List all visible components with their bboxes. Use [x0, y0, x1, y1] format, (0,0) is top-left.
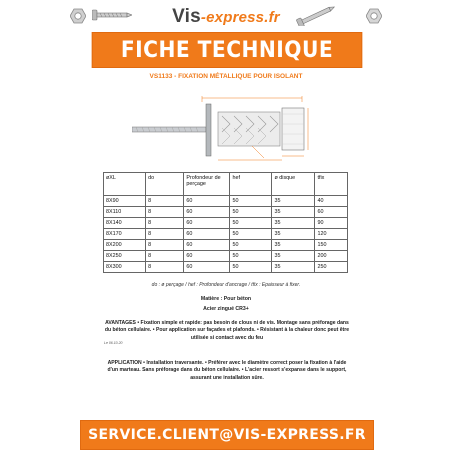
table-cell: 250	[315, 262, 348, 273]
table-cell: 8	[146, 251, 184, 262]
page-title: FICHE TECHNIQUE	[92, 32, 362, 68]
advantages-paragraph: AVANTAGES • Fixation simple et rapide: pas besoin de clous ni de vis. Montage sans préforage dans du béton cellulaire. • Pour application sur façades et plafonds. • Résistant à la chaleur donc peut être utilisée si contact avec du feu	[104, 320, 350, 341]
document-date: Le 06.10.20	[104, 341, 123, 345]
table-row	[104, 218, 348, 229]
table-cell: 50	[230, 207, 272, 218]
table-cell: 35	[272, 207, 315, 218]
table-cell: 8	[146, 196, 184, 207]
application-paragraph: APPLICATION • Installation traversante. • Préférer avec le diamètre correct poser la fixation à l'aide d'un marteau. Sans préforage dans du béton cellulaire. • L'acier ressort s'expanse dans le support, assurant une installation sûre.	[107, 360, 347, 381]
column-header: ø disque	[272, 173, 315, 196]
table-cell: 8	[146, 262, 184, 273]
column-header: Profondeur de perçage	[184, 173, 230, 196]
table-cell: 35	[272, 251, 315, 262]
contact-email-banner: SERVICE.CLIENT@VIS-EXPRESS.FR	[80, 420, 374, 450]
table-cell: 35	[272, 240, 315, 251]
table-cell: 60	[184, 218, 230, 229]
table-cell: 8	[146, 207, 184, 218]
finish-line: Acier zingué CR3+	[203, 306, 249, 312]
material-line: Matière : Pour béton	[200, 296, 252, 302]
table-cell: 50	[230, 196, 272, 207]
table-cell: 60	[184, 262, 230, 273]
column-header: tfix	[315, 173, 348, 196]
table-cell: 35	[272, 262, 315, 273]
table-cell: 60	[315, 207, 348, 218]
table-cell: 35	[272, 229, 315, 240]
table-cell: 50	[230, 218, 272, 229]
brand-logo: Vis-express.fr	[172, 6, 280, 27]
table-cell: 8X200	[104, 240, 146, 251]
table-cell: 60	[184, 229, 230, 240]
table-cell: 8X300	[104, 262, 146, 273]
table-cell: 8	[146, 218, 184, 229]
table-cell: 200	[315, 251, 348, 262]
table-cell: 8	[146, 229, 184, 240]
table-cell: 8X90	[104, 196, 146, 207]
table-row	[104, 240, 348, 251]
table-row	[104, 262, 348, 273]
table-row	[104, 251, 348, 262]
technical-drawing	[132, 94, 320, 169]
column-header: øXL	[104, 173, 146, 196]
table-cell: 120	[315, 229, 348, 240]
table-header-row	[104, 173, 348, 196]
table-row	[104, 229, 348, 240]
column-header: do	[146, 173, 184, 196]
table-cell: 90	[315, 218, 348, 229]
column-header: hef	[230, 173, 272, 196]
table-cell: 50	[230, 262, 272, 273]
table-cell: 8	[146, 240, 184, 251]
table-cell: 60	[184, 251, 230, 262]
table-cell: 50	[230, 240, 272, 251]
table-legend: do : ø perçage / hef : Profondeur d'ancrage / tfix : Epaisseur à fixer.	[151, 282, 301, 288]
table-cell: 50	[230, 229, 272, 240]
table-cell: 8X250	[104, 251, 146, 262]
table-cell: 35	[272, 196, 315, 207]
spec-table	[103, 172, 348, 273]
table-cell: 35	[272, 218, 315, 229]
table-cell: 40	[315, 196, 348, 207]
table-cell: 8X140	[104, 218, 146, 229]
table-cell: 60	[184, 196, 230, 207]
table-cell: 150	[315, 240, 348, 251]
table-cell: 8X170	[104, 229, 146, 240]
table-cell: 8X110	[104, 207, 146, 218]
table-cell: 60	[184, 207, 230, 218]
table-row	[104, 196, 348, 207]
table-row	[104, 207, 348, 218]
table-cell: 60	[184, 240, 230, 251]
product-subtitle: VS1133 - FIXATION MÉTALLIQUE POUR ISOLANT	[149, 73, 303, 80]
table-cell: 50	[230, 251, 272, 262]
